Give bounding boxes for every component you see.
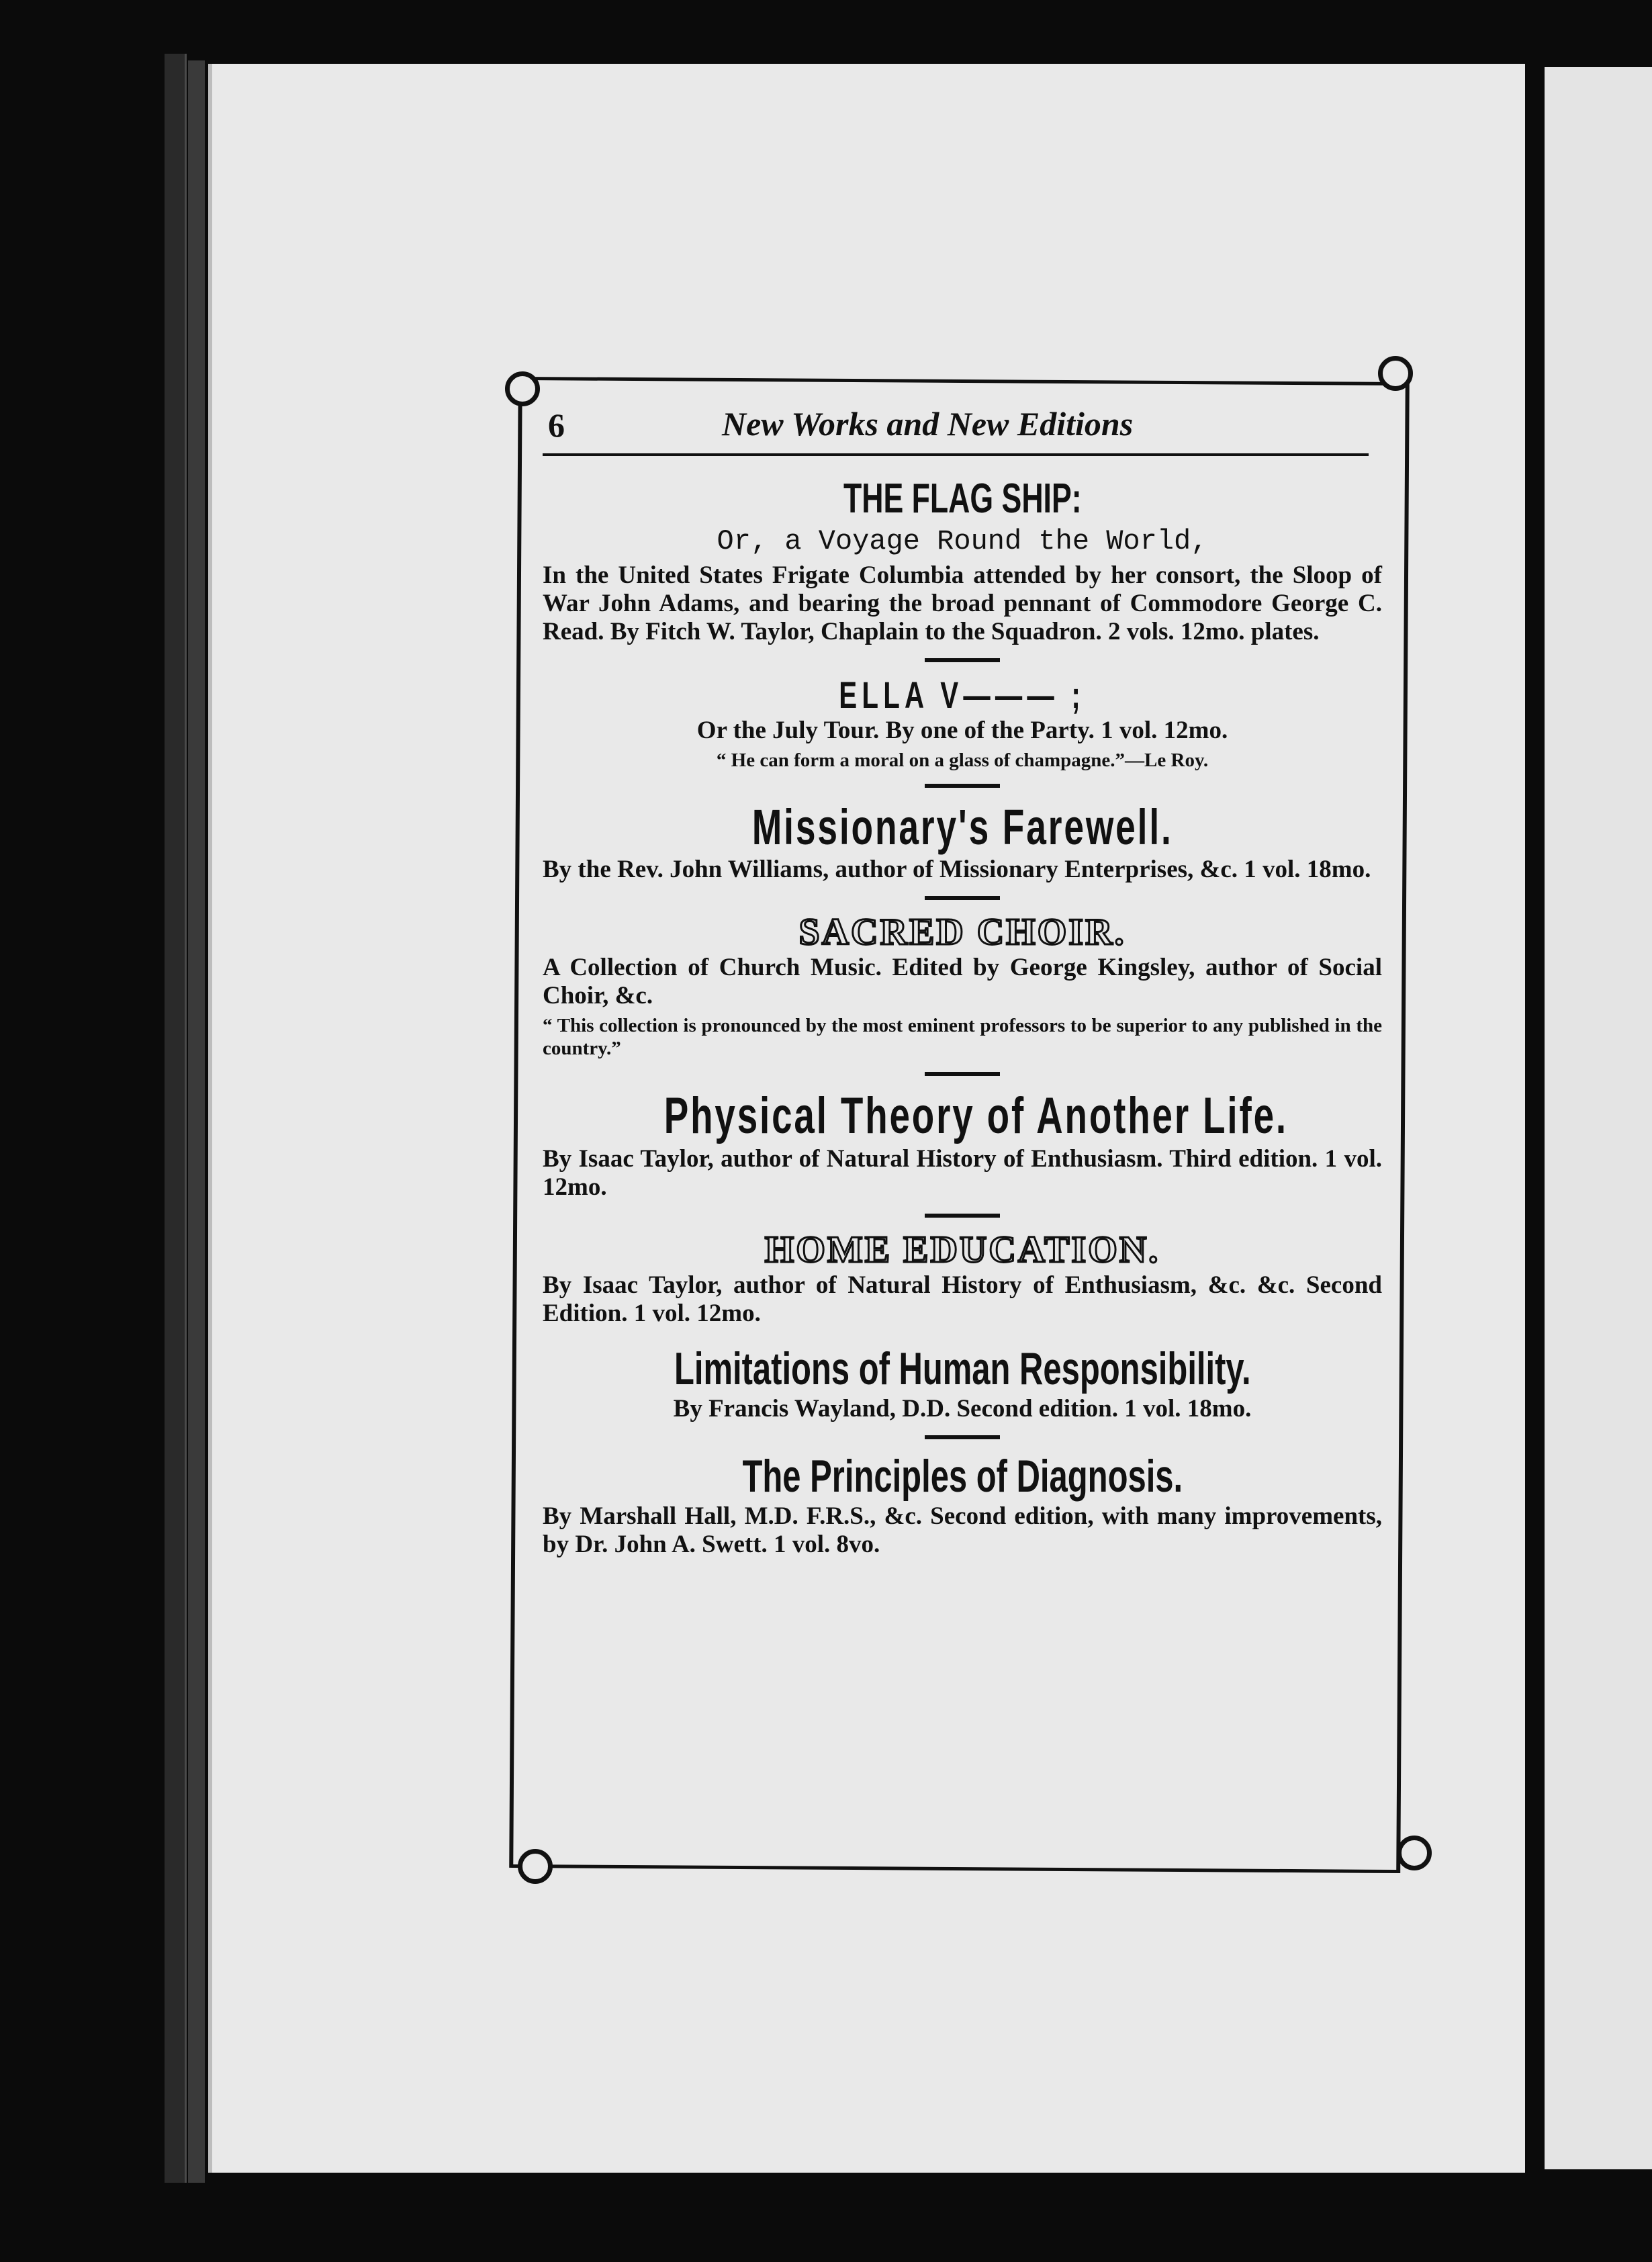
listing-title: Physical Theory of Another Life. <box>663 1087 1289 1144</box>
listing-flag-ship <box>543 475 1382 646</box>
listing-description: A Collection of Church Music. Edited by George Kingsley, author of Social Choir, &c. <box>543 954 1382 1009</box>
listing-quote: “ He can form a moral on a glass of champagne.”—Le Roy. <box>716 750 1209 771</box>
section-divider <box>925 896 1000 900</box>
listing-description: By the Rev. John Williams, author of Missionary Enterprises, &c. 1 vol. 18mo. <box>543 856 1371 883</box>
running-title: New Works and New Editions <box>722 405 1134 443</box>
section-divider <box>925 1072 1000 1076</box>
listing-limitations <box>543 1343 1382 1423</box>
corner-ornament <box>1378 356 1413 391</box>
listing-description: By Marshall Hall, M.D. F.R.S., &c. Second edition, with many improvements, by Dr. John A. Swett. 1 vol. 8vo. <box>543 1502 1382 1558</box>
listing-physical-theory <box>543 1087 1382 1202</box>
listing-quote: “ This collection is pronounced by the most eminent professors to be superior to any published in the country.” <box>543 1015 1382 1059</box>
listing-title: THE FLAG SHIP: <box>843 476 1082 522</box>
section-divider <box>925 1435 1000 1439</box>
listing-subtitle: Or, a Voyage Round the World, <box>717 525 1208 557</box>
listing-description: Or the July Tour. By one of the Party. 1 vol. 12mo. <box>696 717 1228 744</box>
listing-missionarys-farewell <box>543 799 1382 884</box>
page-content <box>543 396 1382 1559</box>
section-divider <box>925 1214 1000 1218</box>
corner-ornament <box>1397 1836 1432 1870</box>
listing-title: Missionary's Farewell. <box>751 799 1173 855</box>
section-divider <box>925 784 1000 788</box>
page-edge <box>188 60 205 2183</box>
listing-description: In the United States Frigate Columbia attended by her consort, the Sloop of War John Adams, and bearing the broad pennant of Commodore George C. Read. By Fitch W. Taylor, Chaplain to the Squadron. 2 vols. 12mo. plates. <box>543 561 1382 645</box>
facing-page-edge <box>1545 67 1652 2169</box>
listing-title: SACRED CHOIR. <box>798 911 1126 953</box>
listing-home-education <box>543 1228 1382 1328</box>
listing-title: Limitations of Human Responsibility. <box>674 1343 1251 1394</box>
running-header <box>543 396 1369 456</box>
listing-description: By Francis Wayland, D.D. Second edition. 1 vol. 18mo. <box>673 1395 1252 1422</box>
listing-ella-v <box>543 673 1382 772</box>
listing-description: By Isaac Taylor, author of Natural History of Enthusiasm, &c. &c. Second Edition. 1 vol. 12mo. <box>543 1271 1382 1327</box>
listing-title: HOME EDUCATION. <box>764 1229 1160 1271</box>
listing-principles-of-diagnosis <box>543 1450 1382 1559</box>
listing-description: By Isaac Taylor, author of Natural History of Enthusiasm. Third edition. 1 vol. 12mo. <box>543 1145 1382 1201</box>
page-number: 6 <box>548 406 565 444</box>
listing-title: ELLA V——— ; <box>839 674 1086 716</box>
corner-ornament <box>518 1849 553 1884</box>
listing-sacred-choir <box>543 911 1382 1060</box>
page-edge <box>165 54 187 2183</box>
section-divider <box>925 658 1000 662</box>
listing-title: The Principles of Diagnosis. <box>742 1451 1183 1502</box>
corner-ornament <box>505 371 540 406</box>
